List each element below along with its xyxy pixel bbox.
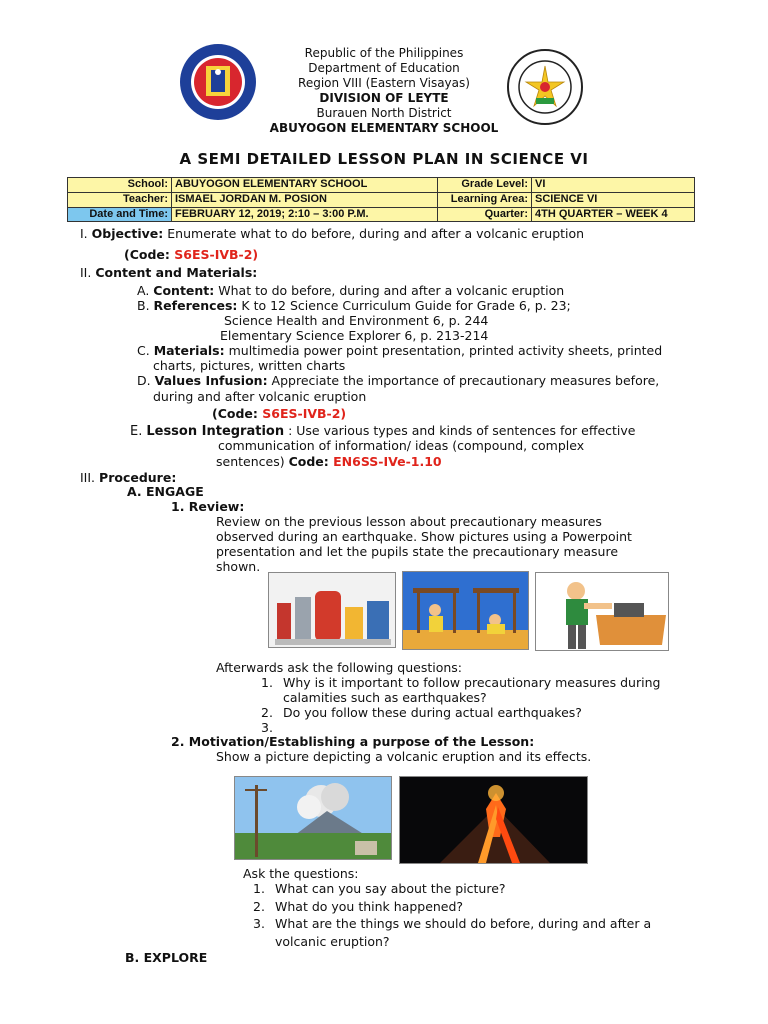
question-1-text-2: calamities such as earthquakes?	[283, 690, 487, 705]
motivation-question-2-number: 2.	[253, 899, 265, 914]
objective-line	[80, 226, 584, 242]
materials-text-2: charts, pictures, written charts	[153, 358, 346, 373]
document-header	[0, 46, 768, 136]
duck-cover-hold-picture	[402, 571, 529, 650]
header-district: Burauen North District	[316, 106, 452, 120]
integration-code-prefix: Code:	[288, 454, 334, 469]
date-time-value: FEBRUARY 12, 2019; 2:10 – 3:00 P.M.	[172, 207, 438, 222]
references-label: References:	[153, 298, 238, 313]
content-a-label: Content:	[153, 283, 215, 298]
motivation-question-3-number: 3.	[253, 916, 265, 931]
date-time-label: Date and Time:	[68, 207, 172, 222]
emergency-kit-picture	[268, 572, 396, 648]
motivation-question-3-text-1: What are the things we should do before, during and after a	[275, 916, 652, 931]
question-2-text: Do you follow these during actual earthquakes?	[283, 705, 582, 720]
review-heading: 1. Review:	[171, 499, 245, 514]
motivation-heading: 2. Motivation/Establishing a purpose of the Lesson:	[171, 734, 535, 749]
content-number: II.	[80, 265, 92, 280]
header-region: Region VIII (Eastern Visayas)	[298, 76, 470, 90]
school-value: ABUYOGON ELEMENTARY SCHOOL	[172, 178, 438, 193]
materials-text-1: multimedia power point presentation, printed activity sheets, printed	[224, 343, 663, 358]
engage-heading: A. ENGAGE	[127, 484, 204, 499]
school-label: School:	[68, 178, 172, 193]
integration-label: Lesson Integration	[146, 424, 285, 439]
objective-label: Objective:	[91, 226, 164, 241]
teacher-value: ISMAEL JORDAN M. POSION	[172, 192, 438, 207]
integration-text-3: sentences)	[216, 454, 289, 469]
header-republic: Republic of the Philippines	[304, 46, 464, 60]
grade-level-label: Grade Level:	[438, 178, 532, 193]
references-line	[137, 298, 571, 314]
afterwards-text: Afterwards ask the following questions:	[216, 660, 463, 675]
objective-text: Enumerate what to do before, during and after a volcanic eruption	[163, 226, 585, 241]
question-3-number: 3.	[261, 720, 273, 735]
references-text-2: Science Health and Environment 6, p. 244	[224, 313, 489, 328]
question-1-text-1: Why is it important to follow precautionary measures during	[283, 675, 661, 690]
table-row	[68, 207, 695, 222]
procedure-number: III.	[80, 470, 96, 485]
question-1-number: 1.	[261, 675, 273, 690]
content-a-line	[137, 283, 564, 299]
objective-number: I.	[80, 226, 88, 241]
erupting-volcano-picture	[399, 776, 588, 864]
materials-label: Materials:	[153, 343, 225, 358]
explore-heading: B. EXPLORE	[125, 950, 208, 965]
references-number: B.	[137, 298, 150, 313]
content-a-number: A.	[137, 283, 150, 298]
objective-code-prefix: (Code:	[124, 247, 175, 262]
review-text-3: presentation and let the pupils state the precautionary measure	[216, 544, 619, 559]
materials-number: C.	[137, 343, 150, 358]
objective-code: S6ES-IVB-2)	[174, 247, 259, 262]
references-text-3: Elementary Science Explorer 6, p. 213-214	[220, 328, 489, 343]
lesson-plan-title: A SEMI DETAILED LESSON PLAN IN SCIENCE VI	[179, 150, 589, 168]
content-heading	[80, 265, 257, 281]
materials-line	[137, 343, 662, 359]
header-department: Department of Education	[308, 61, 460, 75]
volcano-town-picture	[234, 776, 392, 860]
question-2-number: 2.	[261, 705, 273, 720]
integration-text-2: communication of information/ ideas (compound, complex	[218, 438, 585, 453]
values-code-line	[212, 406, 346, 422]
values-code: S6ES-IVB-2)	[262, 406, 347, 421]
grade-level-value: VI	[532, 178, 695, 193]
learning-area-label: Learning Area:	[438, 192, 532, 207]
turn-off-power-picture	[535, 572, 669, 651]
values-code-prefix: (Code:	[212, 406, 263, 421]
content-label: Content and Materials:	[95, 265, 258, 280]
review-text-4: shown.	[216, 559, 261, 574]
values-label: Values Infusion:	[154, 373, 268, 388]
integration-number: E.	[130, 424, 143, 439]
quarter-label: Quarter:	[438, 207, 532, 222]
integration-text-1: : Use various types and kinds of sentences for effective	[284, 423, 636, 438]
motivation-question-3-text-2: volcanic eruption?	[275, 934, 390, 949]
table-row	[68, 178, 695, 193]
teacher-label: Teacher:	[68, 192, 172, 207]
review-text-1: Review on the previous lesson about precautionary measures	[216, 514, 602, 529]
motivation-question-2-text: What do you think happened?	[275, 899, 464, 914]
review-text-2: observed during an earthquake. Show pictures using a Powerpoint	[216, 529, 632, 544]
integration-text-3-line	[216, 454, 442, 470]
objective-code-line	[124, 247, 258, 263]
procedure-label: Procedure:	[99, 470, 177, 485]
lesson-info-table	[67, 177, 695, 222]
header-school: ABUYOGON ELEMENTARY SCHOOL	[269, 121, 499, 135]
motivation-question-1-text: What can you say about the picture?	[275, 881, 506, 896]
table-row	[68, 192, 695, 207]
header-division: DIVISION OF LEYTE	[319, 91, 449, 105]
values-line	[137, 373, 659, 389]
ask-questions-text: Ask the questions:	[243, 866, 359, 881]
content-a-text: What to do before, during and after a volcanic eruption	[214, 283, 565, 298]
integration-code: EN6SS-IVe-1.10	[333, 454, 442, 469]
quarter-value: 4TH QUARTER – WEEK 4	[532, 207, 695, 222]
values-text-2: during and after volcanic eruption	[153, 389, 367, 404]
references-text-1: K to 12 Science Curriculum Guide for Grade 6, p. 23;	[237, 298, 571, 313]
learning-area-value: SCIENCE VI	[532, 192, 695, 207]
motivation-question-1-number: 1.	[253, 881, 265, 896]
values-text-1: Appreciate the importance of precautionary measures before,	[267, 373, 660, 388]
motivation-text: Show a picture depicting a volcanic eruption and its effects.	[216, 749, 592, 764]
values-number: D.	[137, 373, 151, 388]
